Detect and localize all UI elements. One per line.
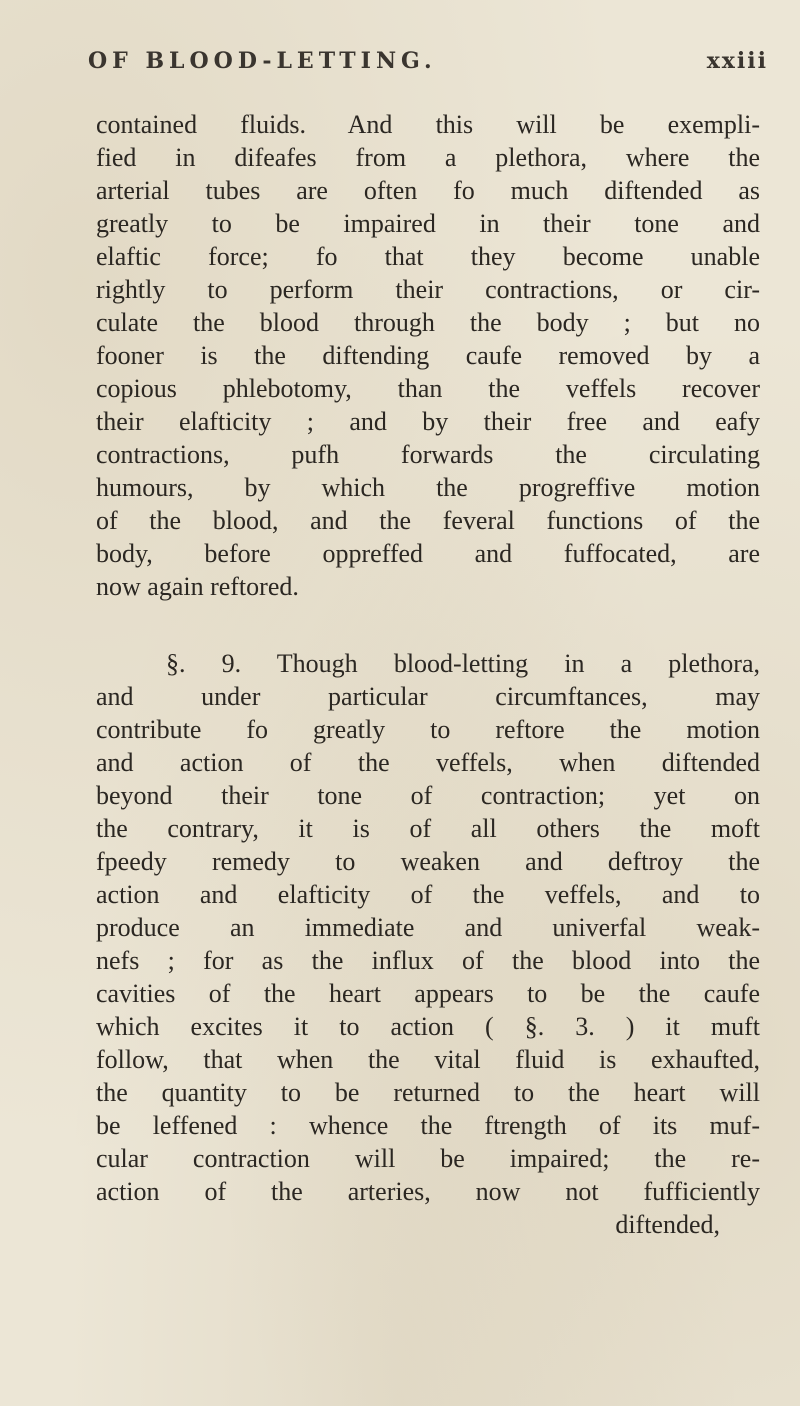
text-line: fied in difeafes from a plethora, where the xyxy=(96,143,760,172)
text-line: fooner is the diftending caufe removed by a xyxy=(96,341,760,370)
text-line: which excites it to action ( §. 3. ) it muft xyxy=(96,1012,760,1041)
text-line: the contrary, it is of all others the moft xyxy=(96,814,760,843)
text-line: the quantity to be returned to the heart will xyxy=(96,1078,760,1107)
text-line: action and elafticity of the veffels, and to xyxy=(96,880,760,909)
paragraph-gap xyxy=(96,603,760,647)
text-line: of the blood, and the feveral functions of the xyxy=(96,506,760,535)
text-line: and under particular circumftances, may xyxy=(96,682,760,711)
paragraph-1 xyxy=(96,108,760,603)
text-line: action of the arteries, now not fufficiently xyxy=(96,1177,760,1206)
text-line: culate the blood through the body ; but no xyxy=(96,308,760,337)
running-title: OF BLOOD-LETTING. xyxy=(88,48,437,74)
text-line: beyond their tone of contraction; yet on xyxy=(96,781,760,810)
text-line: follow, that when the vital fluid is exhaufted, xyxy=(96,1045,760,1074)
text-line: contained fluids. And this will be exempli- xyxy=(96,110,760,139)
catchword: diftended, xyxy=(615,1210,720,1239)
text-line: be leffened : whence the ftrength of its muf- xyxy=(96,1111,760,1140)
text-line: greatly to be impaired in their tone and xyxy=(96,209,760,238)
text-line: elaftic force; fo that they become unable xyxy=(96,242,760,271)
text-line: cular contraction will be impaired; the re- xyxy=(96,1144,760,1173)
text-line: copious phlebotomy, than the veffels recover xyxy=(96,374,760,403)
text-line: and action of the veffels, when diftended xyxy=(96,748,760,777)
body-text xyxy=(96,108,760,1241)
paragraph-2 xyxy=(96,647,760,1241)
text-line: §. 9. Though blood-letting in a plethora, xyxy=(166,649,760,678)
text-line: humours, by which the progreffive motion xyxy=(96,473,760,502)
text-line: nefs ; for as the influx of the blood into the xyxy=(96,946,760,975)
text-line: cavities of the heart appears to be the caufe xyxy=(96,979,760,1008)
text-line: now again reftored. xyxy=(96,572,299,601)
text-line: fpeedy remedy to weaken and deftroy the xyxy=(96,847,760,876)
text-line: arterial tubes are often fo much diftended as xyxy=(96,176,760,205)
text-line: their elafticity ; and by their free and eafy xyxy=(96,407,760,436)
text-line: contribute fo greatly to reftore the motion xyxy=(96,715,760,744)
text-line: contractions, pufh forwards the circulating xyxy=(96,440,760,469)
text-line: body, before oppreffed and fuffocated, are xyxy=(96,539,760,568)
page-number: xxiii xyxy=(706,48,768,74)
running-head xyxy=(88,48,768,88)
text-line: rightly to perform their contractions, or cir- xyxy=(96,275,760,304)
text-line: produce an immediate and univerfal weak- xyxy=(96,913,760,942)
